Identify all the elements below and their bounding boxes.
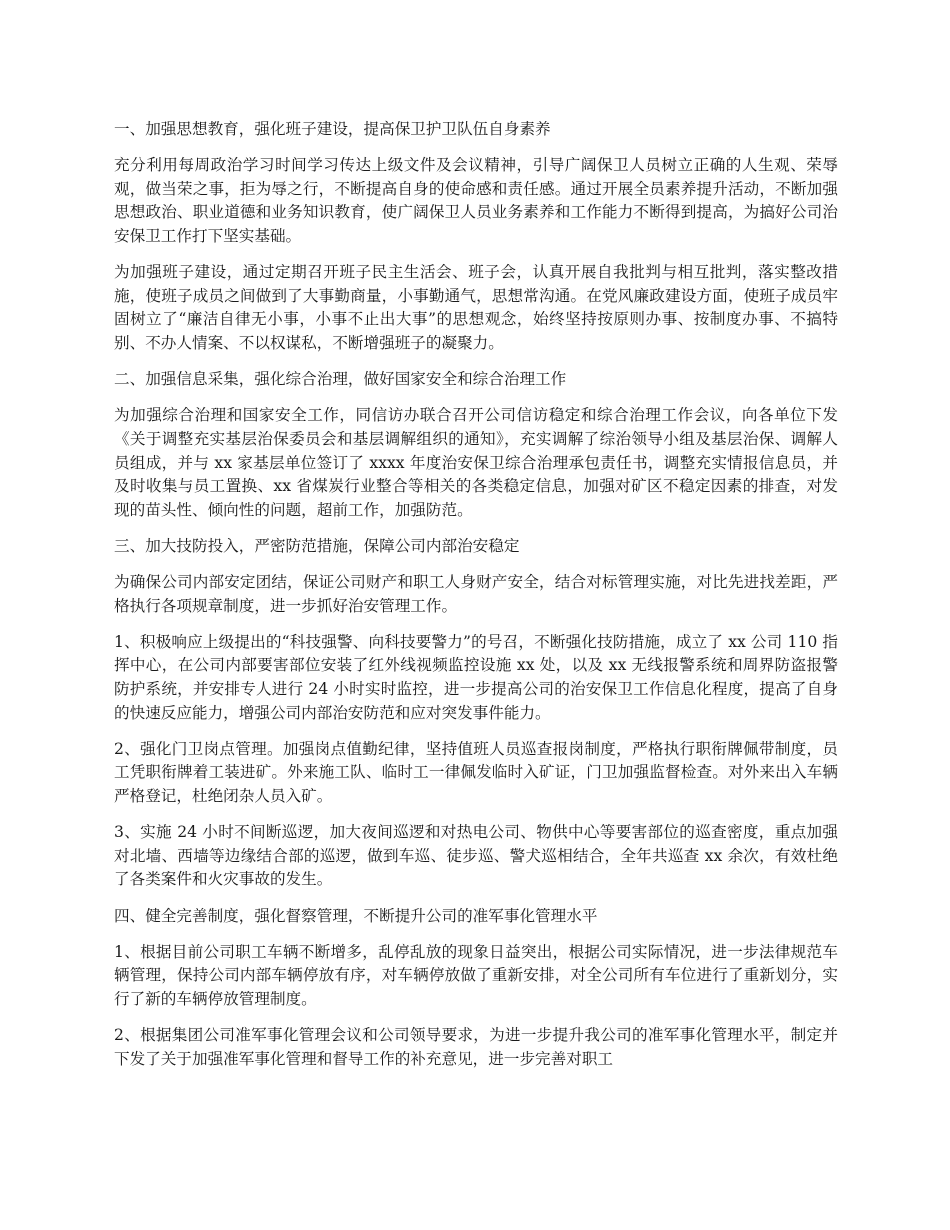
paragraph: 充分利用每周政治学习时间学习传达上级文件及会议精神，引导广阔保卫人员树立正确的人生观、荣辱观，做当荣之事，拒为辱之行，不断提高自身的使命感和责任感。通过开展全员素养提升活动，不断加强思想政治、职业道德和业务知识教育，使广阔保卫人员业务素养和工作能力不断得到提高，为搞好公司治安保卫工作打下坚实基础。 (114, 156, 838, 245)
section-heading-4: 四、健全完善制度，强化督察管理，不断提升公司的准军事化管理水平 (114, 906, 598, 925)
paragraph: 为加强班子建设，通过定期召开班子民主生活会、班子会，认真开展自我批判与相互批判，落实整改措施，使班子成员之间做到了大事勤商量，小事勤通气，思想常沟通。在党风廉政建设方面，使班子成员牢固树立了“廉洁自律无小事，小事不止出大事”的思想观念，始终坚持按原则办事、按制度办事、不搞特别、不办人情案、不以权谋私，不断增强班子的凝聚力。 (114, 263, 838, 352)
paragraph: 2、强化门卫岗点管理。加强岗点值勤纪律，坚持值班人员巡查报岗制度，严格执行职衔牌佩带制度，员工凭职衔牌着工装进矿。外来施工队、临时工一律佩发临时入矿证，门卫加强监督检查。对外来出入车辆严格登记，杜绝闭杂人员入矿。 (114, 739, 838, 805)
paragraph: 3、实施 24 小时不间断巡逻，加大夜间巡逻和对热电公司、物供中心等要害部位的巡查密度，重点加强对北墙、西墙等边缘结合部的巡逻，做到车巡、徒步巡、警犬巡相结合，全年共巡查 xx 余次，有效杜绝了各类案件和火灾事故的发生。 (114, 823, 838, 889)
paragraph: 2、根据集团公司准军事化管理会议和公司领导要求，为进一步提升我公司的准军事化管理水平，制定并下发了关于加强准军事化管理和督导工作的补充意见，进一步完善对职工 (114, 1026, 838, 1068)
section-heading-1: 一、加强思想教育，强化班子建设，提高保卫护卫队伍自身素养 (114, 120, 551, 138)
paragraph: 为确保公司内部安定团结，保证公司财产和职工人身财产安全，结合对标管理实施，对比先进找差距，严格执行各项规章制度，进一步抓好治安管理工作。 (114, 573, 838, 615)
section-heading-2: 二、加强信息采集，强化综合治理，做好国家安全和综合治理工作 (114, 370, 567, 389)
document-body (114, 118, 838, 1084)
paragraph: 1、根据目前公司职工车辆不断增多，乱停乱放的现象日益突出，根据公司实际情况，进一步法律规范车辆管理，保持公司内部车辆停放有序，对车辆停放做了重新安排，对全公司所有车位进行了重新划分，实行了新的车辆停放管理制度。 (114, 942, 838, 1008)
paragraph: 1、积极响应上级提出的“科技强警、向科技要警力”的号召，不断强化技防措施，成立了 xx 公司 110 指挥中心，在公司内部要害部位安装了红外线视频监控设施 xx 处，以及 xx 无线报警系统和周界防盗报警防护系统，并安排专人进行 24 小时实时监控，进一步提高公司的治安保卫工作信息化程度，提高了自身的快速反应能力，增强公司内部治安防范和应对突发事件能力。 (114, 632, 838, 722)
paragraph: 为加强综合治理和国家安全工作，同信访办联合召开公司信访稳定和综合治理工作会议，向各单位下发《关于调整充实基层治保委员会和基层调解组织的通知》，充实调解了综治领导小组及基层治保、调解人员组成，并与 xx 家基层单位签订了 xxxx 年度治安保卫综合治理承包责任书，调整充实情报信息员，并及时收集与员工置换、xx 省煤炭行业整合等相关的各类稳定信息，加强对矿区不稳定因素的排查，对发现的苗头性、倾向性的问题，超前工作，加强防范。 (114, 406, 838, 519)
section-heading-3: 三、加大技防投入，严密防范措施，保障公司内部治安稳定 (114, 536, 520, 555)
